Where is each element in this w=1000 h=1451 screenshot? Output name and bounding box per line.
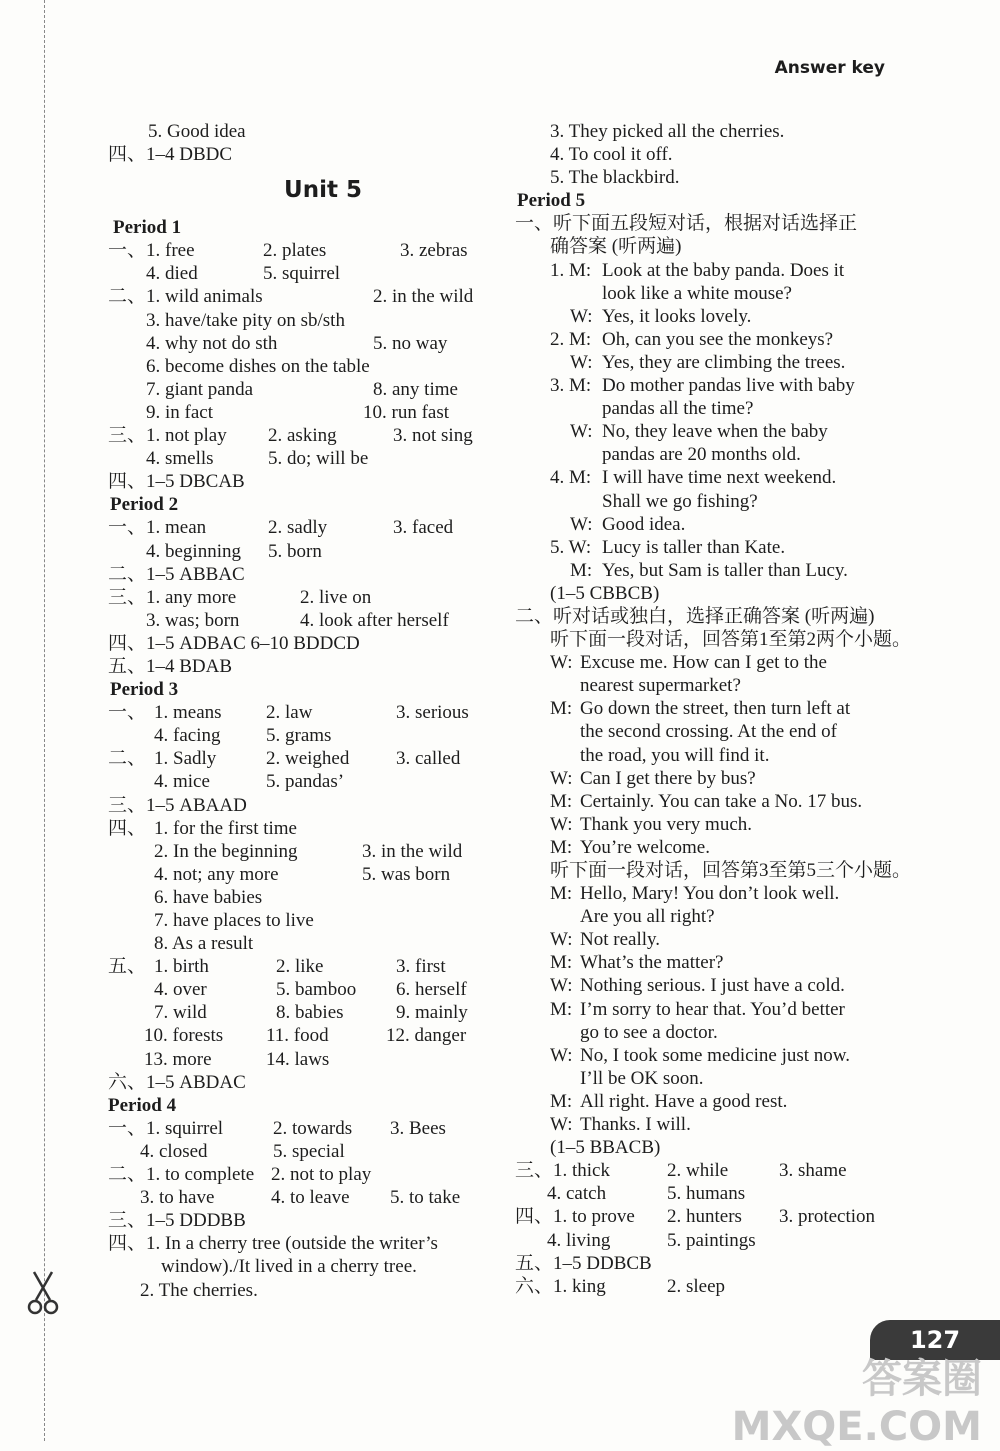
answer-text: 5. bamboo <box>276 979 357 1001</box>
answer-text: 11. food <box>266 1025 329 1047</box>
answer-line <box>515 651 895 674</box>
answer-text: Do mother pandas live with baby <box>602 375 855 397</box>
answer-line <box>515 143 895 166</box>
answer-text: 3. Bees <box>390 1117 446 1139</box>
answer-text: 10. forests <box>144 1025 224 1047</box>
answer-text: 4. closed <box>140 1140 208 1162</box>
answer-line <box>515 1205 895 1228</box>
answer-text: 四、1–4 DBDC <box>108 144 233 166</box>
answer-line <box>515 1275 895 1298</box>
answer-text: Period 5 <box>517 190 586 212</box>
answer-text: Oh, can you see the monkeys? <box>602 328 834 350</box>
answer-text: Are you all right? <box>580 906 715 928</box>
answer-text: M: <box>550 1090 573 1112</box>
answer-line <box>108 1209 508 1232</box>
left-column <box>108 120 508 1302</box>
answer-text: 二、 <box>108 748 147 770</box>
answer-text: 一、1. squirrel <box>108 1117 224 1139</box>
answer-text: Yes, it looks lovely. <box>602 305 752 327</box>
answer-text: 四、 <box>108 817 147 839</box>
answer-text: 10. run fast <box>363 401 450 423</box>
answer-text: 三、1–5 ABAAD <box>108 794 247 816</box>
answer-text: look like a white mouse? <box>602 282 792 304</box>
answer-text: 4. not; any more <box>154 863 279 885</box>
answer-text: 9. in fact <box>146 401 214 423</box>
scissors-icon <box>26 1270 60 1316</box>
answer-text: Period 2 <box>110 494 179 516</box>
period-heading <box>108 216 508 239</box>
answer-text: 7. have places to live <box>154 910 314 931</box>
answer-text: 一、听下面五段短对话，根据对话选择正 <box>515 213 858 235</box>
answer-text: 2. sleep <box>667 1275 726 1297</box>
answer-text: 6. herself <box>396 979 467 1001</box>
answer-text: 一、1. mean <box>108 517 207 539</box>
answer-line <box>515 120 895 143</box>
answer-text: 3. not sing <box>393 425 473 447</box>
answer-line <box>108 516 508 539</box>
answer-line <box>108 285 508 308</box>
answer-line <box>108 1186 508 1209</box>
answer-text: 2. like <box>276 956 324 978</box>
answer-line <box>515 1159 895 1182</box>
answer-text: 4. beginning <box>146 540 241 562</box>
answer-line <box>108 309 508 332</box>
answer-text: 5. special <box>273 1140 345 1162</box>
answer-text: the road, you will find it. <box>580 744 770 766</box>
answer-text: nearest supermarket? <box>580 675 741 697</box>
answer-text: 2. towards <box>273 1117 353 1139</box>
answer-line <box>515 351 895 374</box>
period-heading <box>515 189 895 212</box>
answer-text: 2. plates <box>263 240 327 262</box>
answer-text: W: <box>550 1044 573 1066</box>
answer-line <box>108 332 508 355</box>
answer-line <box>108 470 508 493</box>
answer-text: go to see a doctor. <box>580 1021 718 1043</box>
answer-line <box>515 513 895 536</box>
answer-line <box>108 1140 508 1163</box>
answer-text: 2. live on <box>300 586 372 608</box>
answer-line <box>108 863 508 886</box>
answer-line <box>108 932 508 955</box>
answer-text: 4. died <box>146 263 198 285</box>
answer-text: 4. to leave <box>271 1187 350 1209</box>
answer-line <box>515 536 895 559</box>
answer-text: Hello, Mary! You don’t look well. <box>580 883 840 905</box>
answer-text: Go down the street, then turn left at <box>580 698 851 720</box>
answer-text: 3. first <box>396 956 446 978</box>
answer-text: the second crossing. At the end of <box>580 721 837 743</box>
answer-text: All right. Have a good rest. <box>580 1090 788 1112</box>
answer-text: 5. to take <box>390 1187 461 1209</box>
answer-line <box>108 747 508 770</box>
answer-text: 4. smells <box>146 448 214 470</box>
answer-text: M: <box>550 952 573 974</box>
answer-line <box>515 882 895 905</box>
answer-text: M: <box>550 883 573 905</box>
answer-text: M: <box>550 790 573 812</box>
period-heading <box>108 678 508 701</box>
answer-text: W: <box>550 929 573 951</box>
answer-line <box>515 998 895 1021</box>
answer-text: 听下面一段对话，回答第3至第5三个小题。 <box>550 860 912 881</box>
answer-line <box>108 609 508 632</box>
answer-line <box>515 1113 895 1136</box>
answer-line <box>108 1048 508 1071</box>
answer-text: W: <box>550 975 573 997</box>
answer-line <box>108 655 508 678</box>
answer-text: 5. was born <box>362 863 451 885</box>
answer-text: I will have time next weekend. <box>602 467 837 489</box>
answer-line <box>108 978 508 1001</box>
answer-text: 4. why not do sth <box>146 332 278 354</box>
answer-text: Shall we go fishing? <box>602 490 758 512</box>
answer-text: W: <box>570 421 593 443</box>
answer-text: 3. have/take pity on sb/sth <box>146 309 345 331</box>
answer-text: Certainly. You can take a No. 17 bus. <box>580 790 863 812</box>
answer-line <box>108 1001 508 1024</box>
answer-line <box>108 770 508 793</box>
answer-text: 三、1. any more <box>108 586 237 608</box>
answer-text: 5. humans <box>667 1183 746 1205</box>
answer-line <box>108 239 508 262</box>
answer-line <box>515 1229 895 1252</box>
answer-text: 2. In the beginning <box>154 840 298 862</box>
answer-text: Thanks. I will. <box>580 1114 691 1136</box>
answer-line <box>108 632 508 655</box>
answer-text: 3. shame <box>779 1160 847 1182</box>
answer-line <box>108 1255 508 1278</box>
answer-text: 2. while <box>667 1160 729 1182</box>
answer-line <box>515 1021 895 1044</box>
answer-text: Lucy is taller than Kate. <box>602 536 786 558</box>
answer-text: Yes, they are climbing the trees. <box>602 351 846 373</box>
answer-text: Excuse me. How can I get to the <box>580 652 827 674</box>
watermark <box>732 1355 982 1451</box>
answer-text: 4. facing <box>154 725 221 747</box>
answer-text: 5. paintings <box>667 1229 756 1251</box>
answer-line <box>515 397 895 420</box>
answer-line <box>515 443 895 466</box>
answer-line <box>515 1090 895 1113</box>
answer-line <box>108 701 508 724</box>
answer-line <box>108 262 508 285</box>
answer-text: W: <box>550 767 573 789</box>
answer-text: 5. The blackbird. <box>550 167 680 189</box>
answer-text: 4. To cool it off. <box>550 144 673 166</box>
answer-text: Yes, but Sam is taller than Lucy. <box>602 559 848 581</box>
answer-line <box>108 1024 508 1047</box>
answer-text: 3. protection <box>779 1206 876 1228</box>
answer-text: 4. look after herself <box>300 609 449 631</box>
answer-text: 2. in the wild <box>373 286 474 308</box>
period-heading <box>108 493 508 516</box>
answer-text: 2. not to play <box>271 1164 372 1186</box>
answer-text: 3. serious <box>396 702 469 724</box>
answer-text: 3. M: <box>550 375 592 397</box>
answer-line <box>515 628 912 651</box>
answer-text: 五、1–4 BDAB <box>108 655 233 677</box>
answer-text: 2. hunters <box>667 1206 742 1228</box>
answer-text: 四、1–5 ADBAC 6–10 BDDCD <box>108 632 360 654</box>
answer-text: 8. babies <box>276 1002 344 1024</box>
answer-text: 1. Sadly <box>154 748 217 770</box>
answer-line <box>515 305 895 328</box>
answer-line <box>108 794 508 817</box>
answer-line <box>108 840 508 863</box>
answer-text: 5. squirrel <box>263 263 341 285</box>
answer-text: 2. M: <box>550 328 592 350</box>
answer-text: 二、听对话或独白，选择正确答案 (听两遍) <box>515 605 875 627</box>
answer-text: window)./It lived in a cherry tree. <box>161 1256 417 1278</box>
answer-text: pandas all the time? <box>602 398 754 420</box>
answer-text: 二、1. wild animals <box>108 286 263 308</box>
answer-line <box>515 720 895 743</box>
answer-text: 3. called <box>396 748 461 770</box>
answer-text: Period 4 <box>108 1094 177 1116</box>
answer-text: (1–5 CBBCB) <box>550 582 660 604</box>
answer-line <box>515 1182 895 1205</box>
answer-text: Not really. <box>580 929 661 951</box>
answer-line <box>108 909 508 932</box>
answer-text: What’s the matter? <box>580 952 724 974</box>
answer-text: 4. M: <box>550 467 592 489</box>
answer-text: No, they leave when the baby <box>602 421 828 443</box>
answer-text: 2. asking <box>268 425 337 447</box>
answer-text: 5. grams <box>266 725 332 747</box>
right-column <box>515 120 912 1298</box>
answer-text: Period 1 <box>113 217 182 239</box>
answer-text: I’m sorry to hear that. You’d better <box>580 998 845 1020</box>
answer-text: 1. birth <box>154 956 209 978</box>
answer-line <box>108 424 508 447</box>
answer-text: 一、 <box>108 702 147 724</box>
answer-line <box>515 859 912 882</box>
answer-text: 4. catch <box>547 1183 607 1205</box>
answer-text: 4. mice <box>154 771 210 793</box>
answer-text: Good idea. <box>602 513 686 535</box>
answer-line <box>108 378 508 401</box>
answer-text: 5. no way <box>373 332 448 354</box>
answer-line <box>515 166 895 189</box>
answer-text: 二、1. to complete <box>108 1164 255 1186</box>
answer-text: 四、1. In a cherry tree (outside the writer’s <box>108 1233 438 1255</box>
answer-line <box>108 886 508 909</box>
answer-line <box>515 951 895 974</box>
answer-text: 4. over <box>154 979 207 1001</box>
answer-line <box>515 697 895 720</box>
answer-line <box>515 1136 895 1159</box>
answer-line <box>515 767 895 790</box>
answer-line <box>515 605 895 628</box>
answer-text: W: <box>570 305 593 327</box>
answer-line <box>515 466 895 489</box>
answer-text: Can I get there by bus? <box>580 767 756 789</box>
answer-text: W: <box>550 1114 573 1136</box>
answer-text: No, I took some medicine just now. <box>580 1044 851 1066</box>
answer-text: 8. As a result <box>154 933 254 955</box>
answer-text: 5. Good idea <box>148 121 246 142</box>
answer-line <box>108 1117 508 1140</box>
answer-text: 1. M: <box>550 259 592 281</box>
answer-text: 三、1–5 DDDBB <box>108 1210 246 1232</box>
answer-text: 三、1. thick <box>515 1160 610 1182</box>
answer-text: 一、1. free <box>108 240 195 262</box>
answer-text: You’re welcome. <box>580 836 710 858</box>
page-header: Answer key <box>774 58 885 78</box>
answer-text: 四、1–5 DBCAB <box>108 471 245 493</box>
answer-text: (1–5 BBACB) <box>550 1137 661 1159</box>
answer-line <box>108 563 508 586</box>
answer-line <box>108 1163 508 1186</box>
answer-text: 7. wild <box>154 1002 207 1024</box>
answer-text: 听下面一段对话，回答第1至第2两个小题。 <box>550 629 912 651</box>
answer-text: 2. weighed <box>266 748 350 770</box>
answer-text: W: <box>550 652 573 674</box>
answer-text: 2. sadly <box>268 517 328 539</box>
answer-text: W: <box>570 513 593 535</box>
answer-text: 5. do; will be <box>268 448 369 470</box>
answer-text: 4. living <box>547 1229 611 1251</box>
answer-line <box>515 905 895 928</box>
answer-line <box>108 1279 508 1302</box>
answer-line <box>108 447 508 470</box>
answer-text: 8. any time <box>373 378 458 400</box>
answer-line <box>515 282 895 305</box>
unit-title: Unit 5 <box>284 177 362 204</box>
answer-line <box>515 1067 895 1090</box>
answer-text: 确答案 (听两遍) <box>550 236 682 258</box>
answer-text: 六、1. king <box>515 1275 606 1297</box>
answer-text: M: <box>550 698 573 720</box>
answer-line <box>108 120 508 143</box>
watermark-url: MXQE.COM <box>731 1404 982 1450</box>
answer-text: 2. The cherries. <box>140 1279 258 1301</box>
answer-line <box>108 817 508 840</box>
answer-text: 3. was; born <box>146 609 240 631</box>
answer-line <box>515 420 895 443</box>
answer-line <box>515 790 895 813</box>
answer-line <box>515 928 895 951</box>
answer-text: Thank you very much. <box>580 813 753 835</box>
answer-line <box>515 813 895 836</box>
answer-line <box>108 401 508 424</box>
answer-line <box>108 955 508 978</box>
answer-text: 3. in the wild <box>362 840 463 862</box>
answer-text: 3. zebras <box>400 240 468 262</box>
answer-text: 二、1–5 ABBAC <box>108 563 245 585</box>
answer-text: 5. W: <box>550 536 592 558</box>
watermark-logo: 答案圈 <box>862 1356 982 1402</box>
answer-text: 五、1–5 DDBCB <box>515 1252 652 1274</box>
page-number: 127 <box>870 1320 1000 1360</box>
answer-text: 3. to have <box>140 1187 215 1209</box>
answer-text: 四、1. to prove <box>515 1206 635 1228</box>
period-heading <box>108 1094 508 1117</box>
answer-text: 1. for the first time <box>154 817 297 839</box>
answer-line <box>515 836 895 859</box>
answer-line <box>108 143 508 166</box>
answer-text: 7. giant panda <box>146 378 254 400</box>
answer-line <box>515 212 895 235</box>
answer-line <box>108 586 508 609</box>
answer-line <box>515 974 895 997</box>
answer-text: 1. means <box>154 702 222 724</box>
answer-text: 6. become dishes on the table <box>146 355 370 377</box>
answer-line <box>515 1044 895 1067</box>
answer-line <box>108 355 508 378</box>
answer-text: 13. more <box>144 1048 212 1070</box>
answer-text: M: <box>550 998 573 1020</box>
answer-text: 9. mainly <box>396 1002 468 1024</box>
answer-text: 3. They picked all the cherries. <box>550 121 785 142</box>
answer-text: 3. faced <box>393 517 454 539</box>
answer-line <box>108 1232 508 1255</box>
answer-line <box>515 490 895 513</box>
answer-text: M: <box>570 559 593 581</box>
answer-line <box>515 744 895 767</box>
answer-line <box>515 235 895 258</box>
answer-text: 2. law <box>266 702 313 724</box>
answer-text: 五、 <box>108 956 147 978</box>
answer-text: W: <box>570 351 593 373</box>
answer-line <box>108 540 508 563</box>
answer-text: 6. have babies <box>154 886 263 908</box>
answer-text: I’ll be OK soon. <box>580 1067 704 1089</box>
answer-text: 三、1. not play <box>108 425 227 447</box>
answer-line <box>515 582 895 605</box>
answer-line <box>515 259 895 282</box>
answer-line <box>515 1252 895 1275</box>
answer-text: 5. born <box>268 540 322 562</box>
answer-line <box>515 559 895 582</box>
cut-line <box>44 0 45 1441</box>
answer-text: Look at the baby panda. Does it <box>602 259 845 281</box>
answer-text: Period 3 <box>110 679 179 701</box>
answer-text: W: <box>550 813 573 835</box>
answer-line <box>108 1071 508 1094</box>
answer-line <box>515 374 895 397</box>
answer-line <box>108 724 508 747</box>
answer-line <box>515 674 895 697</box>
answer-text: Nothing serious. I just have a cold. <box>580 975 845 997</box>
answer-text: 六、1–5 ABDAC <box>108 1071 246 1093</box>
answer-text: 12. danger <box>386 1025 467 1047</box>
answer-text: 5. pandas’ <box>266 771 345 793</box>
answer-text: pandas are 20 months old. <box>602 444 801 466</box>
answer-text: M: <box>550 836 573 858</box>
answer-text: 14. laws <box>266 1048 330 1070</box>
answer-line <box>515 328 895 351</box>
